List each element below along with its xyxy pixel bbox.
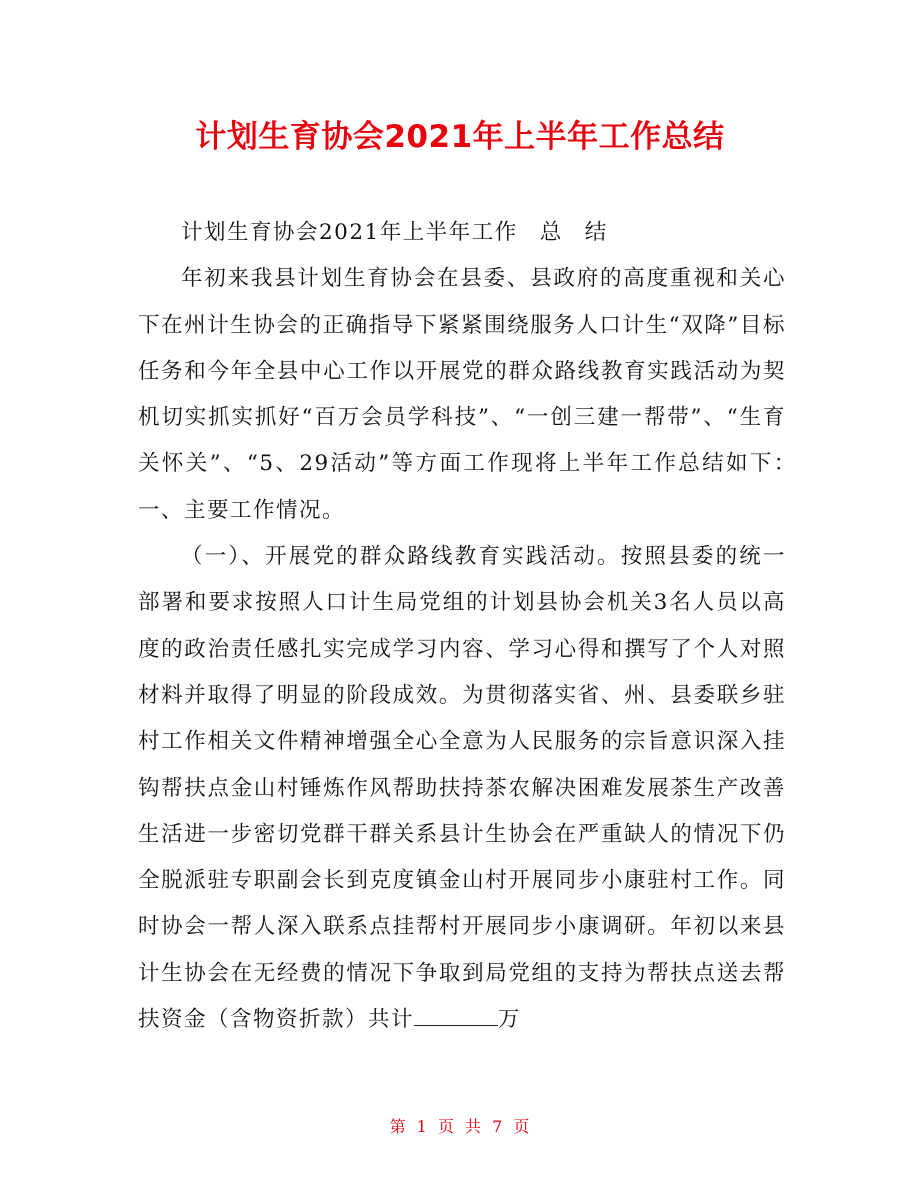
paragraph-section-1 (138, 534, 786, 1043)
paragraph-section-1-tail: 万 (498, 1007, 522, 1033)
subtitle-char-1: 总 (539, 220, 563, 245)
document-body (138, 210, 810, 1043)
subtitle-main: 计划生育协会2021年上半年工作 (181, 220, 518, 245)
subtitle-char-2: 结 (584, 220, 608, 245)
paragraph-section-1-text: （一）、开展党的群众路线教育实践活动。按照县委的统一部署和要求按照人口计生局党组的计划县协会机关3名人员以高度的政治责任感扎实完成学习内容、学习心得和撰写了个人对照材料并取得了明显的阶段成效。为贯彻落实省、州、县委联乡驻村工作相关文件精神增强全心全意为人民服务的宗旨意识深入挂钩帮扶点金山村锤炼作风帮助扶持茶农解决困难发展茶生产改善生活进一步密切党群干群关系县计生协会在严重缺人的情况下仍全脱派驻专职副会长到克度镇金山村开展同步小康驻村工作。同时协会一帮人深入联系点挂帮村开展同步小康调研。年初以来县计生协会在无经费的情况下争取到局党组的支持为帮扶点送去帮扶资金（含物资折款）共计 (138, 544, 786, 1033)
fill-in-blank (414, 1005, 498, 1026)
page-footer: 第 1 页 共 7 页 (389, 1117, 531, 1136)
page-title: 计划生育协会2021年上半年工作总结 (195, 119, 725, 155)
document-subtitle (138, 210, 786, 256)
paragraph-intro: 年初来我县计划生育协会在县委、县政府的高度重视和关心下在州计生协会的正确指导下紧紧围绕服务人口计生“双降”目标任务和今年全县中心工作以开展党的群众路线教育实践活动为契机切实抓实抓好“百万会员学科技”、“一创三建一帮带”、“生育关怀关”、“5、29活动”等方面工作现将上半年工作总结如下： 一、主要工作情况。 (138, 266, 810, 523)
